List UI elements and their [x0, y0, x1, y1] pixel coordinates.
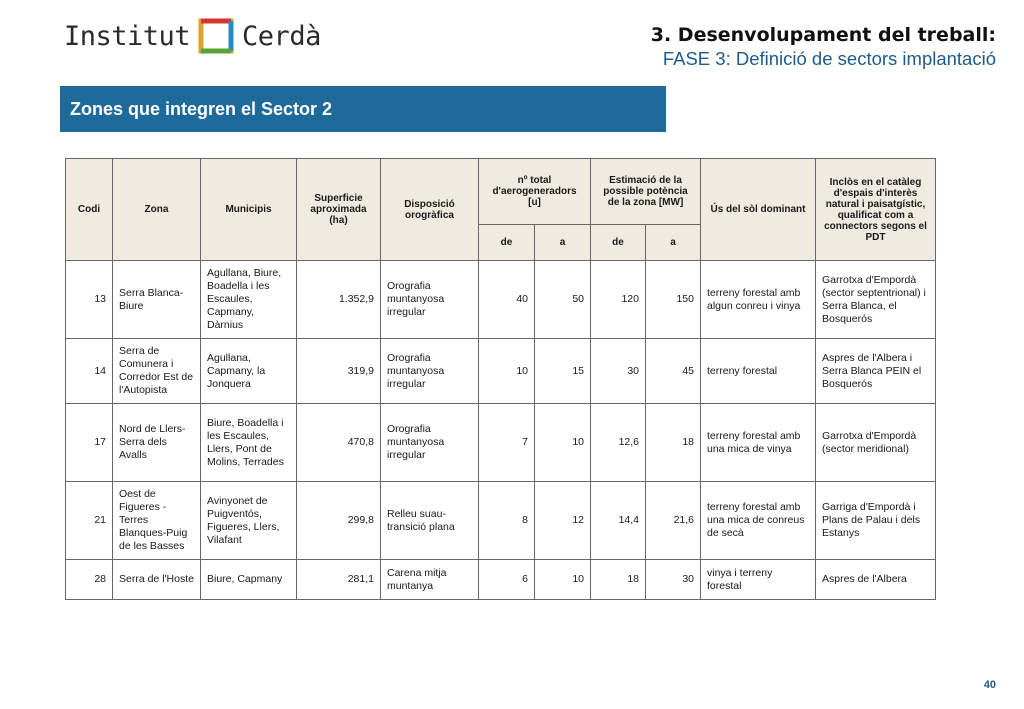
header-codi: Codi [66, 159, 113, 261]
cell-pot-a: 45 [646, 339, 701, 404]
cell-codi: 17 [66, 404, 113, 482]
institut-cerda-logo [64, 16, 321, 56]
cell-municipis: Biure, Boadella i les Escaules, Llers, Pont de Molins, Terrades [201, 404, 297, 482]
cell-aero-a: 10 [535, 560, 591, 600]
cell-codi: 21 [66, 482, 113, 560]
cell-municipis: Agullana, Capmany, la Jonquera [201, 339, 297, 404]
cell-aero-de: 8 [479, 482, 535, 560]
header-zona: Zona [113, 159, 201, 261]
table-row [66, 404, 936, 482]
header-title: 3. Desenvolupament del treball: [650, 24, 996, 46]
header-potencia: Estimació de la possible potència de la zona [MW] [591, 159, 701, 225]
cell-disposicio: Carena mitja muntanya [381, 560, 479, 600]
cell-disposicio: Orografia muntanyosa irregular [381, 404, 479, 482]
cell-cataleg: Garrotxa d'Empordà (sector meridional) [816, 404, 936, 482]
cell-cataleg: Garrotxa d'Empordà (sector septentrional) i Serra Blanca, el Bosquerós [816, 261, 936, 339]
header-aero-de: de [479, 225, 535, 261]
header-cataleg: Inclòs en el catàleg d'espais d'interès natural i paisatgístic, qualificat com a connectors segons el PDT [816, 159, 936, 261]
table-row [66, 339, 936, 404]
header-aerogeneradors: nº total d'aerogeneradors [u] [479, 159, 591, 225]
section-banner: Zones que integren el Sector 2 [60, 86, 666, 132]
cell-aero-a: 50 [535, 261, 591, 339]
logo-text-left: Institut [64, 20, 191, 52]
cell-aero-a: 15 [535, 339, 591, 404]
cell-cataleg: Garriga d'Empordà i Plans de Palau i dels Estanys [816, 482, 936, 560]
header-municipis: Municipis [201, 159, 297, 261]
cell-zona: Nord de Llers-Serra dels Avalls [113, 404, 201, 482]
table-row [66, 482, 936, 560]
cell-zona: Serra Blanca-Biure [113, 261, 201, 339]
cell-municipis: Agullana, Biure, Boadella i les Escaules, Capmany, Dàrnius [201, 261, 297, 339]
cell-zona: Serra de Comunera i Corredor Est de l'Autopista [113, 339, 201, 404]
header-aero-a: a [535, 225, 591, 261]
cell-aero-de: 40 [479, 261, 535, 339]
header-subtitle: FASE 3: Definició de sectors implantació [662, 48, 996, 69]
cell-disposicio: Orografia muntanyosa irregular [381, 261, 479, 339]
cell-pot-a: 18 [646, 404, 701, 482]
cell-superficie: 281,1 [297, 560, 381, 600]
cell-us-sol: terreny forestal amb una mica de vinya [701, 404, 816, 482]
cell-superficie: 319,9 [297, 339, 381, 404]
table-row [66, 261, 936, 339]
page-number: 40 [983, 679, 996, 691]
cell-pot-de: 12,6 [591, 404, 646, 482]
cell-aero-a: 12 [535, 482, 591, 560]
cell-pot-de: 14,4 [591, 482, 646, 560]
table-row [66, 560, 936, 600]
cell-us-sol: terreny forestal amb una mica de conreus de secà [701, 482, 816, 560]
cell-pot-de: 18 [591, 560, 646, 600]
cell-pot-a: 21,6 [646, 482, 701, 560]
cell-pot-a: 150 [646, 261, 701, 339]
cell-us-sol: vinya i terreny forestal [701, 560, 816, 600]
header-pot-de: de [591, 225, 646, 261]
cell-superficie: 470,8 [297, 404, 381, 482]
cell-aero-de: 7 [479, 404, 535, 482]
logo-text-right: Cerdà [242, 20, 321, 52]
header-us-sol: Ús del sòl dominant [701, 159, 816, 261]
header-superficie: Superficie aproximada (ha) [297, 159, 381, 261]
logo-mark-icon [198, 18, 234, 54]
cell-municipis: Avinyonet de Puigventós, Figueres, Llers, Vilafant [201, 482, 297, 560]
cell-superficie: 1.352,9 [297, 261, 381, 339]
cell-codi: 13 [66, 261, 113, 339]
header-disposicio: Disposició orogràfica [381, 159, 479, 261]
cell-us-sol: terreny forestal [701, 339, 816, 404]
cell-codi: 14 [66, 339, 113, 404]
cell-zona: Oest de Figueres - Terres Blanques-Puig de les Basses [113, 482, 201, 560]
cell-pot-de: 30 [591, 339, 646, 404]
cell-pot-de: 120 [591, 261, 646, 339]
cell-cataleg: Aspres de l'Albera i Serra Blanca PEIN el Bosquerós [816, 339, 936, 404]
cell-municipis: Biure, Capmany [201, 560, 297, 600]
cell-us-sol: terreny forestal amb algun conreu i vinya [701, 261, 816, 339]
cell-codi: 28 [66, 560, 113, 600]
header-pot-a: a [646, 225, 701, 261]
sector-zones-table [65, 158, 936, 600]
page-header [651, 24, 996, 70]
cell-disposicio: Relleu suau-transició plana [381, 482, 479, 560]
cell-disposicio: Orografia muntanyosa irregular [381, 339, 479, 404]
cell-pot-a: 30 [646, 560, 701, 600]
cell-aero-a: 10 [535, 404, 591, 482]
cell-superficie: 299,8 [297, 482, 381, 560]
cell-aero-de: 10 [479, 339, 535, 404]
cell-zona: Serra de l'Hoste [113, 560, 201, 600]
cell-cataleg: Aspres de l'Albera [816, 560, 936, 600]
cell-aero-de: 6 [479, 560, 535, 600]
